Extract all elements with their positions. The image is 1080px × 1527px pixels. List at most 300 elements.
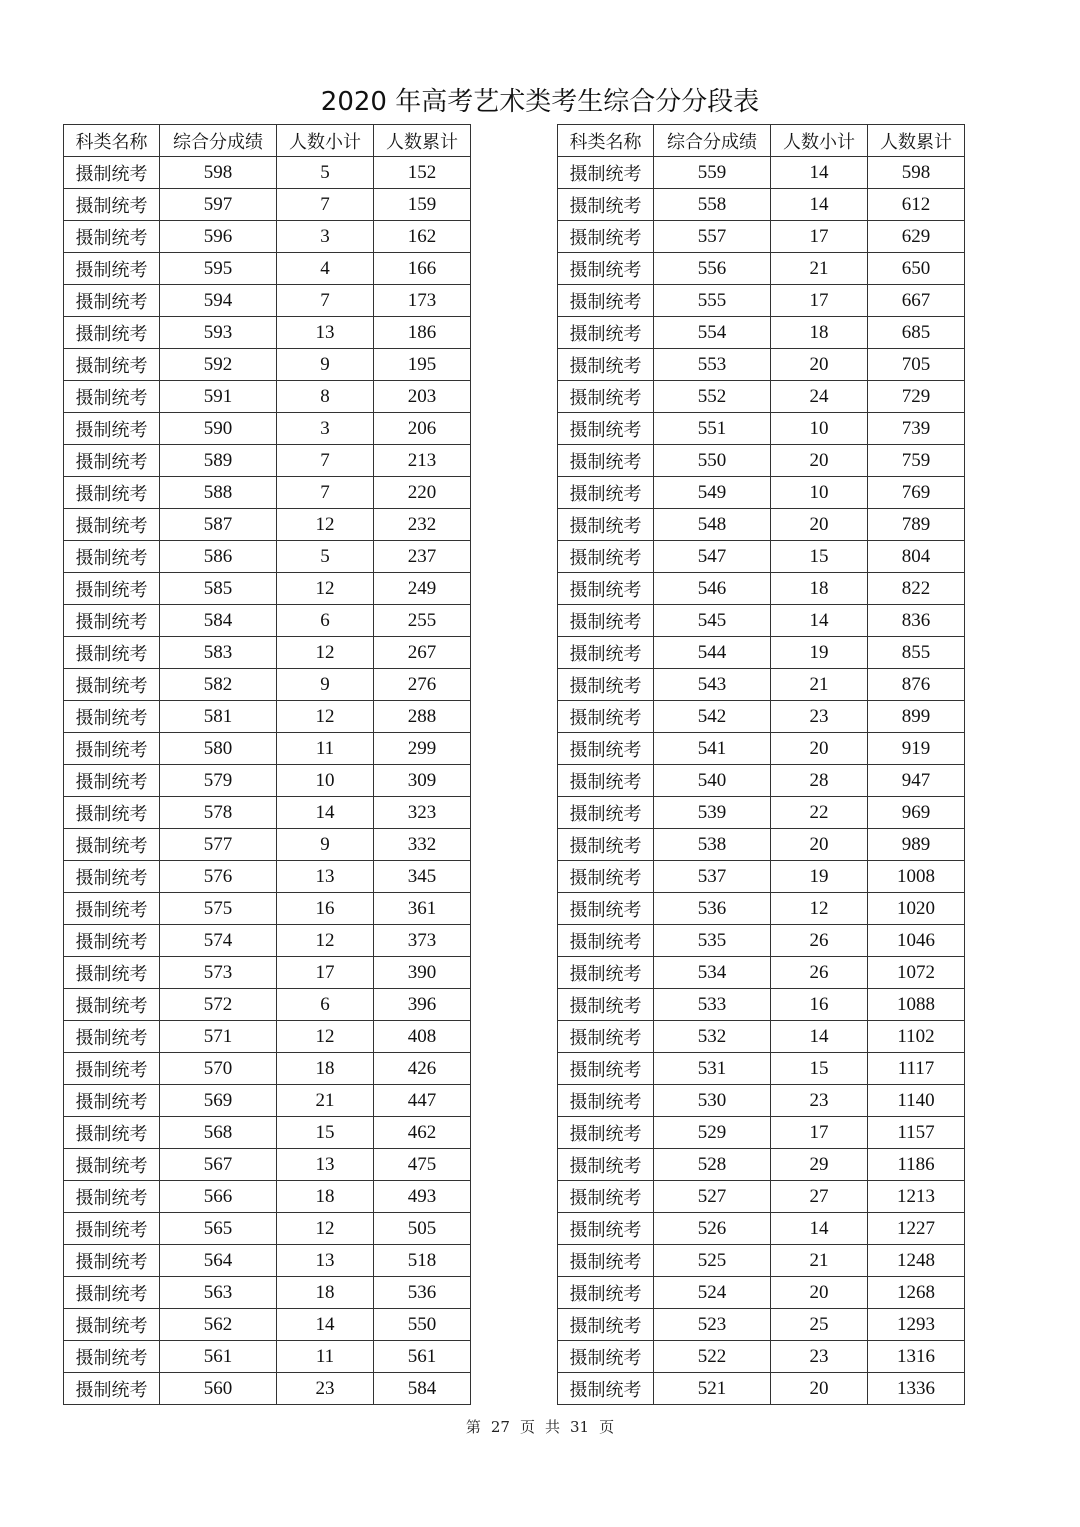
category-cell: 摄制统考 (64, 1085, 160, 1117)
cumulative-cell: 919 (868, 733, 965, 765)
count-cell: 20 (771, 1277, 868, 1309)
count-cell: 14 (771, 1213, 868, 1245)
table-row (558, 637, 965, 669)
cumulative-cell: 323 (374, 797, 471, 829)
score-cell: 556 (654, 253, 771, 285)
category-cell: 摄制统考 (558, 637, 654, 669)
count-cell: 20 (771, 733, 868, 765)
cumulative-cell: 166 (374, 253, 471, 285)
category-cell: 摄制统考 (64, 1117, 160, 1149)
count-cell: 18 (277, 1277, 374, 1309)
cumulative-cell: 426 (374, 1053, 471, 1085)
count-cell: 4 (277, 253, 374, 285)
category-cell: 摄制统考 (64, 669, 160, 701)
score-cell: 528 (654, 1149, 771, 1181)
table-row (558, 1341, 965, 1373)
table-row (64, 317, 471, 349)
category-cell: 摄制统考 (558, 445, 654, 477)
cumulative-cell: 361 (374, 893, 471, 925)
count-cell: 7 (277, 445, 374, 477)
cumulative-cell: 550 (374, 1309, 471, 1341)
count-cell: 20 (771, 829, 868, 861)
cumulative-cell: 705 (868, 349, 965, 381)
score-cell: 591 (160, 381, 277, 413)
table-row (64, 1213, 471, 1245)
table-row (64, 925, 471, 957)
category-cell: 摄制统考 (558, 541, 654, 573)
cumulative-cell: 152 (374, 157, 471, 189)
count-cell: 23 (771, 1085, 868, 1117)
cumulative-cell: 1072 (868, 957, 965, 989)
score-cell: 583 (160, 637, 277, 669)
count-cell: 12 (277, 925, 374, 957)
category-cell: 摄制统考 (558, 285, 654, 317)
score-cell: 554 (654, 317, 771, 349)
table-row (558, 893, 965, 925)
table-header-row (558, 125, 965, 157)
score-cell: 571 (160, 1021, 277, 1053)
column-header-cumulative: 人数累计 (374, 125, 471, 157)
count-cell: 16 (277, 893, 374, 925)
count-cell: 19 (771, 861, 868, 893)
table-row (64, 157, 471, 189)
cumulative-cell: 1008 (868, 861, 965, 893)
cumulative-cell: 759 (868, 445, 965, 477)
table-row (64, 1245, 471, 1277)
count-cell: 26 (771, 957, 868, 989)
table-row (558, 605, 965, 637)
category-cell: 摄制统考 (64, 189, 160, 221)
cumulative-cell: 1140 (868, 1085, 965, 1117)
count-cell: 23 (771, 1341, 868, 1373)
score-cell: 563 (160, 1277, 277, 1309)
cumulative-cell: 729 (868, 381, 965, 413)
count-cell: 16 (771, 989, 868, 1021)
cumulative-cell: 804 (868, 541, 965, 573)
table-row (558, 221, 965, 253)
table-row (558, 477, 965, 509)
score-cell: 533 (654, 989, 771, 1021)
score-cell: 560 (160, 1373, 277, 1405)
cumulative-cell: 1088 (868, 989, 965, 1021)
category-cell: 摄制统考 (558, 1021, 654, 1053)
score-cell: 577 (160, 829, 277, 861)
score-cell: 592 (160, 349, 277, 381)
count-cell: 10 (771, 477, 868, 509)
score-cell: 588 (160, 477, 277, 509)
cumulative-cell: 855 (868, 637, 965, 669)
table-row (558, 1085, 965, 1117)
count-cell: 28 (771, 765, 868, 797)
score-cell: 598 (160, 157, 277, 189)
table-row (64, 637, 471, 669)
table-row (558, 253, 965, 285)
table-row (558, 957, 965, 989)
table-row (558, 1117, 965, 1149)
table-row (64, 477, 471, 509)
cumulative-cell: 629 (868, 221, 965, 253)
count-cell: 14 (277, 797, 374, 829)
category-cell: 摄制统考 (64, 477, 160, 509)
column-header-cumulative: 人数累计 (868, 125, 965, 157)
category-cell: 摄制统考 (64, 445, 160, 477)
table-row (64, 1181, 471, 1213)
table-row (64, 733, 471, 765)
cumulative-cell: 1248 (868, 1245, 965, 1277)
table-row (558, 861, 965, 893)
count-cell: 14 (277, 1309, 374, 1341)
count-cell: 20 (771, 445, 868, 477)
count-cell: 6 (277, 605, 374, 637)
score-cell: 581 (160, 701, 277, 733)
score-cell: 584 (160, 605, 277, 637)
category-cell: 摄制统考 (558, 989, 654, 1021)
count-cell: 12 (277, 701, 374, 733)
count-cell: 24 (771, 381, 868, 413)
table-row (558, 189, 965, 221)
table-row (64, 989, 471, 1021)
cumulative-cell: 836 (868, 605, 965, 637)
cumulative-cell: 249 (374, 573, 471, 605)
score-cell: 573 (160, 957, 277, 989)
cumulative-cell: 462 (374, 1117, 471, 1149)
count-cell: 18 (277, 1053, 374, 1085)
table-row (64, 445, 471, 477)
score-cell: 565 (160, 1213, 277, 1245)
category-cell: 摄制统考 (558, 1213, 654, 1245)
score-cell: 582 (160, 669, 277, 701)
category-cell: 摄制统考 (558, 381, 654, 413)
category-cell: 摄制统考 (558, 573, 654, 605)
table-row (64, 189, 471, 221)
category-cell: 摄制统考 (64, 1373, 160, 1405)
count-cell: 21 (771, 669, 868, 701)
category-cell: 摄制统考 (64, 509, 160, 541)
table-row (64, 221, 471, 253)
category-cell: 摄制统考 (558, 349, 654, 381)
cumulative-cell: 232 (374, 509, 471, 541)
count-cell: 13 (277, 317, 374, 349)
table-row (558, 765, 965, 797)
table-row (64, 413, 471, 445)
category-cell: 摄制统考 (558, 797, 654, 829)
count-cell: 25 (771, 1309, 868, 1341)
score-cell: 550 (654, 445, 771, 477)
score-cell: 541 (654, 733, 771, 765)
table-row (558, 317, 965, 349)
category-cell: 摄制统考 (64, 1213, 160, 1245)
count-cell: 6 (277, 989, 374, 1021)
table-row (558, 1149, 965, 1181)
cumulative-cell: 288 (374, 701, 471, 733)
count-cell: 8 (277, 381, 374, 413)
score-cell: 538 (654, 829, 771, 861)
column-header-category: 科类名称 (558, 125, 654, 157)
score-cell: 548 (654, 509, 771, 541)
count-cell: 14 (771, 1021, 868, 1053)
score-cell: 586 (160, 541, 277, 573)
category-cell: 摄制统考 (558, 701, 654, 733)
table-row (64, 669, 471, 701)
count-cell: 14 (771, 157, 868, 189)
score-cell: 570 (160, 1053, 277, 1085)
cumulative-cell: 213 (374, 445, 471, 477)
count-cell: 23 (771, 701, 868, 733)
category-cell: 摄制统考 (64, 893, 160, 925)
count-cell: 13 (277, 1245, 374, 1277)
column-header-count: 人数小计 (771, 125, 868, 157)
cumulative-cell: 203 (374, 381, 471, 413)
score-cell: 596 (160, 221, 277, 253)
cumulative-cell: 447 (374, 1085, 471, 1117)
category-cell: 摄制统考 (558, 253, 654, 285)
category-cell: 摄制统考 (64, 637, 160, 669)
category-cell: 摄制统考 (558, 1373, 654, 1405)
cumulative-cell: 1293 (868, 1309, 965, 1341)
page-footer (0, 1416, 1080, 1438)
table-row (558, 381, 965, 413)
count-cell: 5 (277, 157, 374, 189)
table-row (558, 1021, 965, 1053)
table-row (558, 1053, 965, 1085)
count-cell: 10 (771, 413, 868, 445)
count-cell: 23 (277, 1373, 374, 1405)
score-cell: 593 (160, 317, 277, 349)
score-cell: 530 (654, 1085, 771, 1117)
category-cell: 摄制统考 (558, 189, 654, 221)
score-cell: 567 (160, 1149, 277, 1181)
table-row (64, 541, 471, 573)
category-cell: 摄制统考 (558, 861, 654, 893)
category-cell: 摄制统考 (558, 829, 654, 861)
score-cell: 543 (654, 669, 771, 701)
table-row (558, 701, 965, 733)
footer-prefix: 第 (465, 1418, 481, 1436)
table-row (64, 1085, 471, 1117)
count-cell: 12 (277, 573, 374, 605)
score-cell: 552 (654, 381, 771, 413)
table-row (64, 1309, 471, 1341)
count-cell: 21 (277, 1085, 374, 1117)
cumulative-cell: 739 (868, 413, 965, 445)
count-cell: 19 (771, 637, 868, 669)
score-cell: 527 (654, 1181, 771, 1213)
count-cell: 17 (771, 221, 868, 253)
table-row (558, 1245, 965, 1277)
table-row (558, 733, 965, 765)
cumulative-cell: 1186 (868, 1149, 965, 1181)
category-cell: 摄制统考 (64, 1277, 160, 1309)
column-header-category: 科类名称 (64, 125, 160, 157)
footer-total-label: 共 (545, 1418, 561, 1436)
cumulative-cell: 1268 (868, 1277, 965, 1309)
table-row (558, 541, 965, 573)
table-row (64, 1117, 471, 1149)
category-cell: 摄制统考 (64, 1245, 160, 1277)
score-cell: 585 (160, 573, 277, 605)
category-cell: 摄制统考 (64, 413, 160, 445)
cumulative-cell: 408 (374, 1021, 471, 1053)
score-cell: 566 (160, 1181, 277, 1213)
count-cell: 12 (277, 1213, 374, 1245)
count-cell: 17 (277, 957, 374, 989)
table-row (558, 1373, 965, 1405)
category-cell: 摄制统考 (64, 381, 160, 413)
table-row (64, 605, 471, 637)
score-cell: 589 (160, 445, 277, 477)
category-cell: 摄制统考 (64, 285, 160, 317)
footer-total-unit: 页 (599, 1418, 615, 1436)
category-cell: 摄制统考 (558, 317, 654, 349)
count-cell: 18 (771, 317, 868, 349)
count-cell: 18 (771, 573, 868, 605)
cumulative-cell: 309 (374, 765, 471, 797)
score-cell: 523 (654, 1309, 771, 1341)
category-cell: 摄制统考 (64, 989, 160, 1021)
count-cell: 10 (277, 765, 374, 797)
category-cell: 摄制统考 (558, 1053, 654, 1085)
category-cell: 摄制统考 (64, 221, 160, 253)
table-row (558, 509, 965, 541)
footer-page-number: 27 (490, 1418, 510, 1436)
footer-page-unit: 页 (519, 1418, 535, 1436)
cumulative-cell: 1020 (868, 893, 965, 925)
table-row (558, 349, 965, 381)
table-row (64, 381, 471, 413)
cumulative-cell: 1227 (868, 1213, 965, 1245)
category-cell: 摄制统考 (64, 957, 160, 989)
table-row (64, 349, 471, 381)
category-cell: 摄制统考 (558, 765, 654, 797)
table-row (558, 797, 965, 829)
category-cell: 摄制统考 (558, 733, 654, 765)
table-row (558, 157, 965, 189)
category-cell: 摄制统考 (64, 1149, 160, 1181)
score-cell: 590 (160, 413, 277, 445)
table-row (64, 1373, 471, 1405)
score-cell: 562 (160, 1309, 277, 1341)
count-cell: 17 (771, 285, 868, 317)
cumulative-cell: 237 (374, 541, 471, 573)
score-cell: 580 (160, 733, 277, 765)
table-row (64, 253, 471, 285)
table-row (558, 1213, 965, 1245)
score-cell: 558 (654, 189, 771, 221)
table-row (558, 1309, 965, 1341)
table-row (64, 1053, 471, 1085)
cumulative-cell: 612 (868, 189, 965, 221)
cumulative-cell: 1316 (868, 1341, 965, 1373)
score-cell: 553 (654, 349, 771, 381)
category-cell: 摄制统考 (64, 765, 160, 797)
score-cell: 594 (160, 285, 277, 317)
score-cell: 535 (654, 925, 771, 957)
table-row (558, 445, 965, 477)
category-cell: 摄制统考 (64, 1021, 160, 1053)
table-row (64, 861, 471, 893)
cumulative-cell: 299 (374, 733, 471, 765)
score-cell: 551 (654, 413, 771, 445)
score-cell: 549 (654, 477, 771, 509)
count-cell: 7 (277, 285, 374, 317)
score-cell: 521 (654, 1373, 771, 1405)
count-cell: 3 (277, 221, 374, 253)
cumulative-cell: 276 (374, 669, 471, 701)
cumulative-cell: 396 (374, 989, 471, 1021)
cumulative-cell: 650 (868, 253, 965, 285)
score-cell: 576 (160, 861, 277, 893)
category-cell: 摄制统考 (64, 317, 160, 349)
count-cell: 18 (277, 1181, 374, 1213)
count-cell: 20 (771, 349, 868, 381)
score-cell: 536 (654, 893, 771, 925)
table-row (558, 573, 965, 605)
score-cell: 522 (654, 1341, 771, 1373)
cumulative-cell: 373 (374, 925, 471, 957)
score-cell: 546 (654, 573, 771, 605)
category-cell: 摄制统考 (558, 221, 654, 253)
score-cell: 561 (160, 1341, 277, 1373)
cumulative-cell: 475 (374, 1149, 471, 1181)
table-row (558, 925, 965, 957)
category-cell: 摄制统考 (64, 349, 160, 381)
count-cell: 12 (277, 509, 374, 541)
table-row (64, 765, 471, 797)
cumulative-cell: 195 (374, 349, 471, 381)
category-cell: 摄制统考 (558, 1149, 654, 1181)
score-cell: 574 (160, 925, 277, 957)
cumulative-cell: 969 (868, 797, 965, 829)
count-cell: 13 (277, 1149, 374, 1181)
category-cell: 摄制统考 (558, 893, 654, 925)
table-row (558, 989, 965, 1021)
cumulative-cell: 1157 (868, 1117, 965, 1149)
category-cell: 摄制统考 (64, 1053, 160, 1085)
cumulative-cell: 505 (374, 1213, 471, 1245)
score-cell: 572 (160, 989, 277, 1021)
category-cell: 摄制统考 (558, 1245, 654, 1277)
category-cell: 摄制统考 (64, 829, 160, 861)
category-cell: 摄制统考 (558, 1085, 654, 1117)
category-cell: 摄制统考 (558, 925, 654, 957)
count-cell: 5 (277, 541, 374, 573)
cumulative-cell: 598 (868, 157, 965, 189)
count-cell: 15 (277, 1117, 374, 1149)
table-row (64, 1021, 471, 1053)
column-header-count: 人数小计 (277, 125, 374, 157)
cumulative-cell: 206 (374, 413, 471, 445)
cumulative-cell: 332 (374, 829, 471, 861)
cumulative-cell: 1336 (868, 1373, 965, 1405)
count-cell: 27 (771, 1181, 868, 1213)
table-row (64, 701, 471, 733)
count-cell: 17 (771, 1117, 868, 1149)
score-cell: 542 (654, 701, 771, 733)
cumulative-cell: 220 (374, 477, 471, 509)
score-cell: 526 (654, 1213, 771, 1245)
cumulative-cell: 267 (374, 637, 471, 669)
score-cell: 545 (654, 605, 771, 637)
count-cell: 11 (277, 1341, 374, 1373)
score-cell: 578 (160, 797, 277, 829)
category-cell: 摄制统考 (64, 253, 160, 285)
column-header-score: 综合分成绩 (654, 125, 771, 157)
table-row (558, 1277, 965, 1309)
count-cell: 9 (277, 829, 374, 861)
table-row (64, 893, 471, 925)
count-cell: 21 (771, 1245, 868, 1277)
count-cell: 14 (771, 189, 868, 221)
